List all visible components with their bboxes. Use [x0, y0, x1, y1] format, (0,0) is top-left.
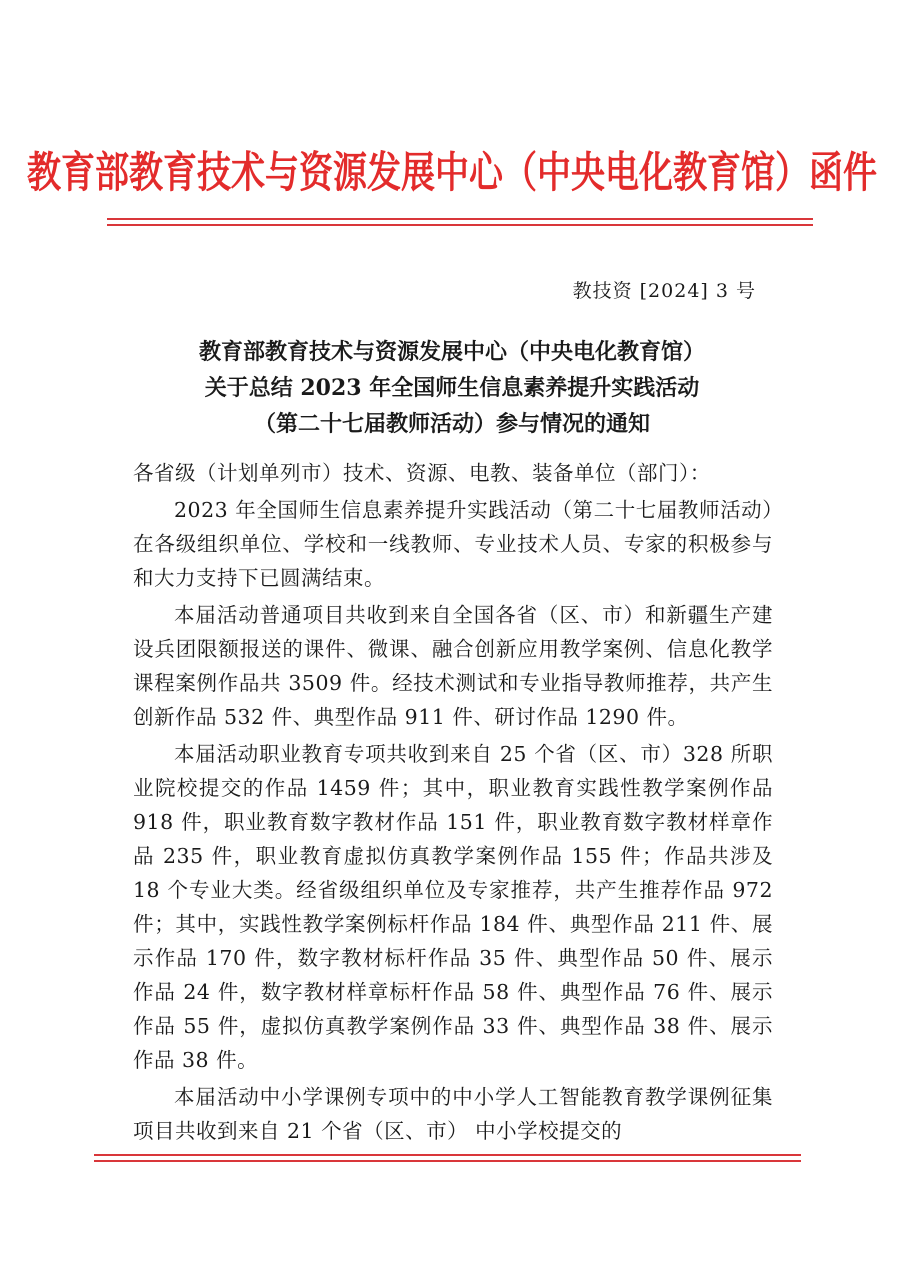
body-paragraph: 2023 年全国师生信息素养提升实践活动（第二十七届教师活动）在各级组织单位、学校和一线教师、专业技术人员、专家的积极参与和大力支持下已圆满结束。 [133, 498, 773, 590]
document-title-line: （第二十七届教师活动）参与情况的通知 [253, 411, 650, 437]
document-title-line: 关于总结 2023 年全国师生信息素养提升实践活动 [204, 375, 700, 401]
letterhead-rule-bottom [107, 224, 813, 226]
document-title [0, 334, 904, 442]
body-paragraph: 本届活动中小学课例专项中的中小学人工智能教育教学课例征集项目共收到来自 21 个省（区、市） 中小学校提交的 [133, 1085, 773, 1143]
salutation: 各省级（计划单列市）技术、资源、电教、装备单位（部门）： [133, 461, 711, 485]
letterhead-rule-top [107, 218, 813, 220]
letterhead-title: 教育部教育技术与资源发展中心（中央电化教育馆）函件 [27, 148, 877, 198]
document-title-line: 教育部教育技术与资源发展中心（中央电化教育馆） [198, 339, 705, 365]
footer-rule-bottom [94, 1160, 801, 1162]
document-body [133, 456, 773, 1151]
body-paragraph: 本届活动职业教育专项共收到来自 25 个省（区、市）328 所职业院校提交的作品 1459 件；其中，职业教育实践性教学案例作品 918 件，职业教育数字教材作品 151 件，职业教育数字教材样章作品 235 件，职业教育虚拟仿真教学案例作品 155 件；作品共涉及 18 个专业大类。经省级组织单位及专家推荐，共产生推荐作品 972 件；其中，实践性教学案例标杆作品 184 件、典型作品 211 件、展示作品 170 件，数字教材标杆作品 35 件、典型作品 50 件、展示作品 24 件，数字教材样章标杆作品 58 件、典型作品 76 件、展示作品 55 件，虚拟仿真教学案例作品 33 件、典型作品 38 件、展示作品 38 件。 [133, 742, 773, 1072]
body-paragraph: 本届活动普通项目共收到来自全国各省（区、市）和新疆生产建设兵团限额报送的课件、微课、融合创新应用教学案例、信息化教学课程案例作品共 3509 件。经技术测试和专业指导教师推荐，共产生创新作品 532 件、典型作品 911 件、研讨作品 1290 件。 [133, 603, 773, 729]
footer-rule-top [94, 1154, 801, 1156]
document-number: 教技资 [2024] 3 号 [572, 280, 756, 302]
